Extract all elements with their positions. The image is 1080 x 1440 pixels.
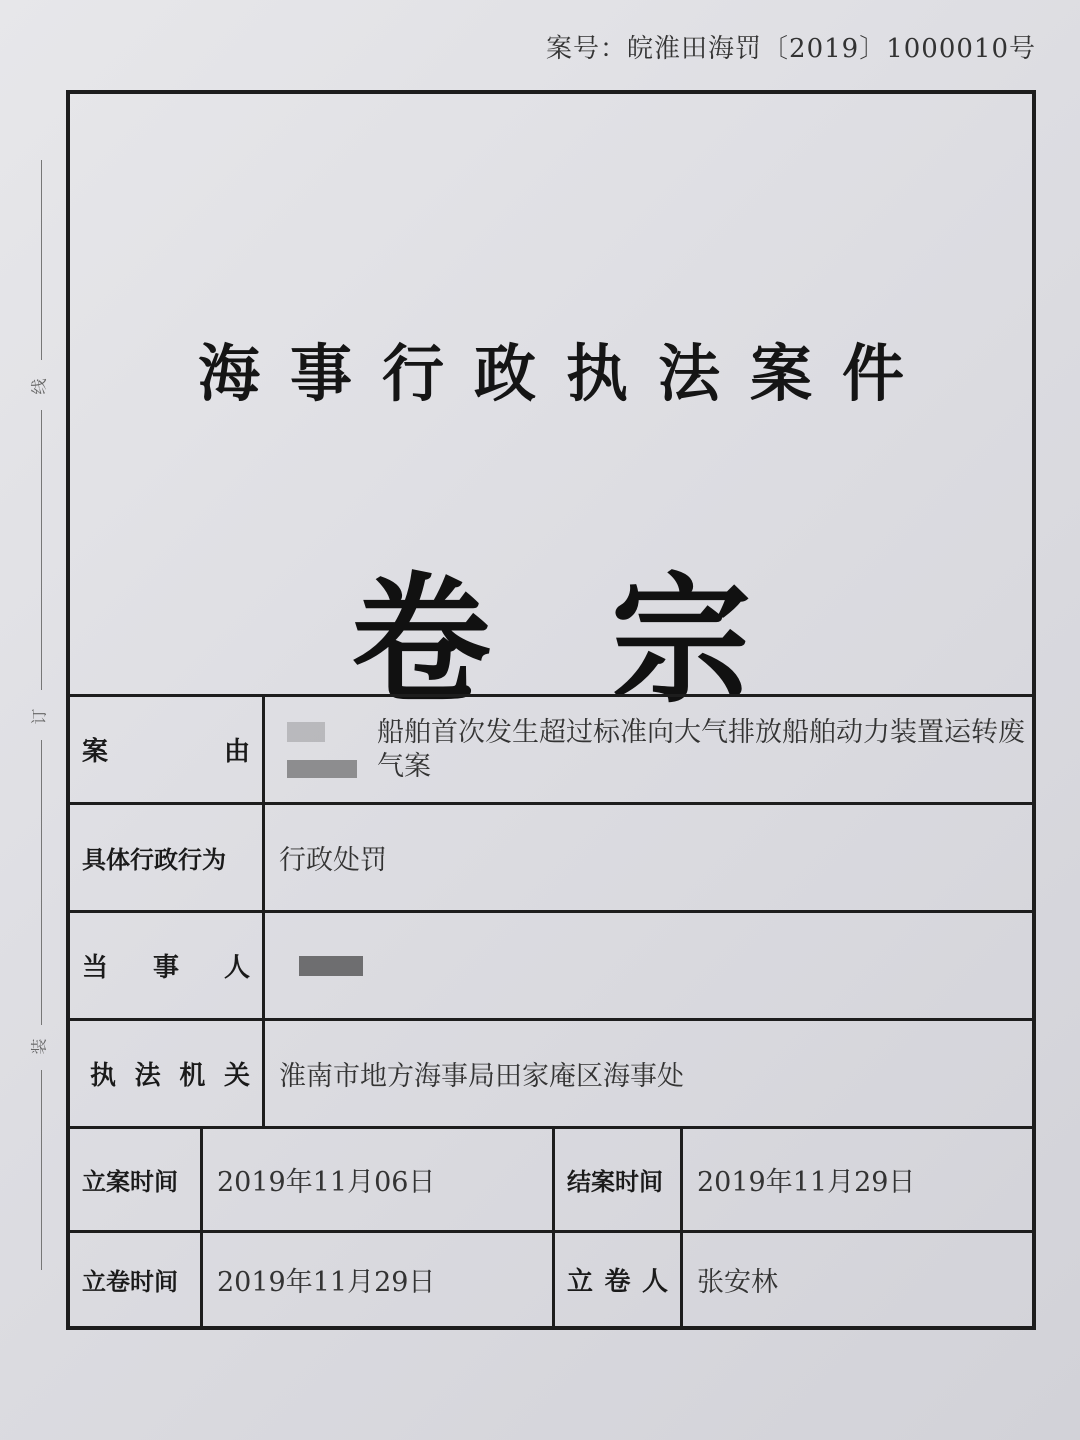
label-cause bbox=[70, 697, 262, 802]
row-filed bbox=[70, 1126, 1032, 1230]
cause-text: 船舶首次发生超过标准向大气排放船舶动力装置运转废气案 bbox=[377, 716, 1025, 782]
label-archivist-char-2: 卷 bbox=[604, 1267, 631, 1297]
value-agency: 淮南市地方海事局田家庵区海事处 bbox=[262, 1021, 1032, 1126]
label-agency bbox=[70, 1021, 262, 1126]
value-cause bbox=[262, 697, 1032, 802]
label-agency-char-3: 机 bbox=[179, 1061, 206, 1091]
case-file-cover bbox=[66, 90, 1036, 1330]
document-title: 海事行政执法案件 bbox=[197, 337, 934, 410]
label-archivist-char-1: 立 bbox=[567, 1267, 594, 1297]
label-archived: 立卷时间 bbox=[82, 1268, 178, 1296]
redaction-block bbox=[287, 722, 325, 742]
value-archivist: 张安林 bbox=[680, 1233, 1032, 1326]
row-archived bbox=[70, 1230, 1032, 1326]
case-info-table bbox=[70, 694, 1032, 1326]
binding-line bbox=[41, 410, 42, 690]
redacted-prefix bbox=[287, 722, 357, 778]
binding-line bbox=[41, 160, 42, 360]
label-archivist-char-3: 人 bbox=[641, 1267, 668, 1297]
row-agency bbox=[70, 1018, 1032, 1126]
label-archivist bbox=[552, 1233, 680, 1326]
value-party bbox=[262, 913, 1032, 1018]
redaction-block bbox=[299, 956, 363, 976]
row-action bbox=[70, 802, 1032, 910]
row-cause bbox=[70, 694, 1032, 802]
binding-line bbox=[41, 1070, 42, 1270]
label-filed: 立案时间 bbox=[82, 1168, 178, 1196]
value-closed: 2019年11月29日 bbox=[680, 1129, 1032, 1230]
value-action: 行政处罚 bbox=[262, 805, 1032, 910]
label-cause-char-2: 由 bbox=[223, 737, 250, 767]
redaction-block bbox=[287, 760, 357, 778]
value-filed: 2019年11月06日 bbox=[200, 1129, 552, 1230]
document-subtitle: 卷宗 bbox=[350, 560, 871, 723]
label-closed: 结案时间 bbox=[552, 1129, 680, 1230]
case-number: 案号：皖淮田海罚〔2019〕1000010号 bbox=[546, 34, 1036, 64]
binding-mark-xian: 线 bbox=[29, 378, 49, 395]
label-agency-char-4: 关 bbox=[223, 1061, 250, 1091]
label-agency-char-1: 执 bbox=[90, 1061, 117, 1091]
label-party-char-2: 事 bbox=[152, 953, 179, 983]
label-action: 具体行政行为 bbox=[82, 846, 226, 874]
binding-line bbox=[41, 740, 42, 1025]
row-party bbox=[70, 910, 1032, 1018]
binding-margin bbox=[22, 160, 62, 1270]
label-party-char-3: 人 bbox=[223, 953, 250, 983]
label-party-char-1: 当 bbox=[82, 953, 109, 983]
label-party bbox=[70, 913, 262, 1018]
label-cause-char-1: 案 bbox=[82, 737, 109, 767]
binding-mark-ding: 订 bbox=[29, 708, 49, 725]
value-archived: 2019年11月29日 bbox=[200, 1233, 552, 1326]
binding-mark-zhuang: 装 bbox=[29, 1038, 49, 1055]
label-agency-char-2: 法 bbox=[134, 1061, 161, 1091]
